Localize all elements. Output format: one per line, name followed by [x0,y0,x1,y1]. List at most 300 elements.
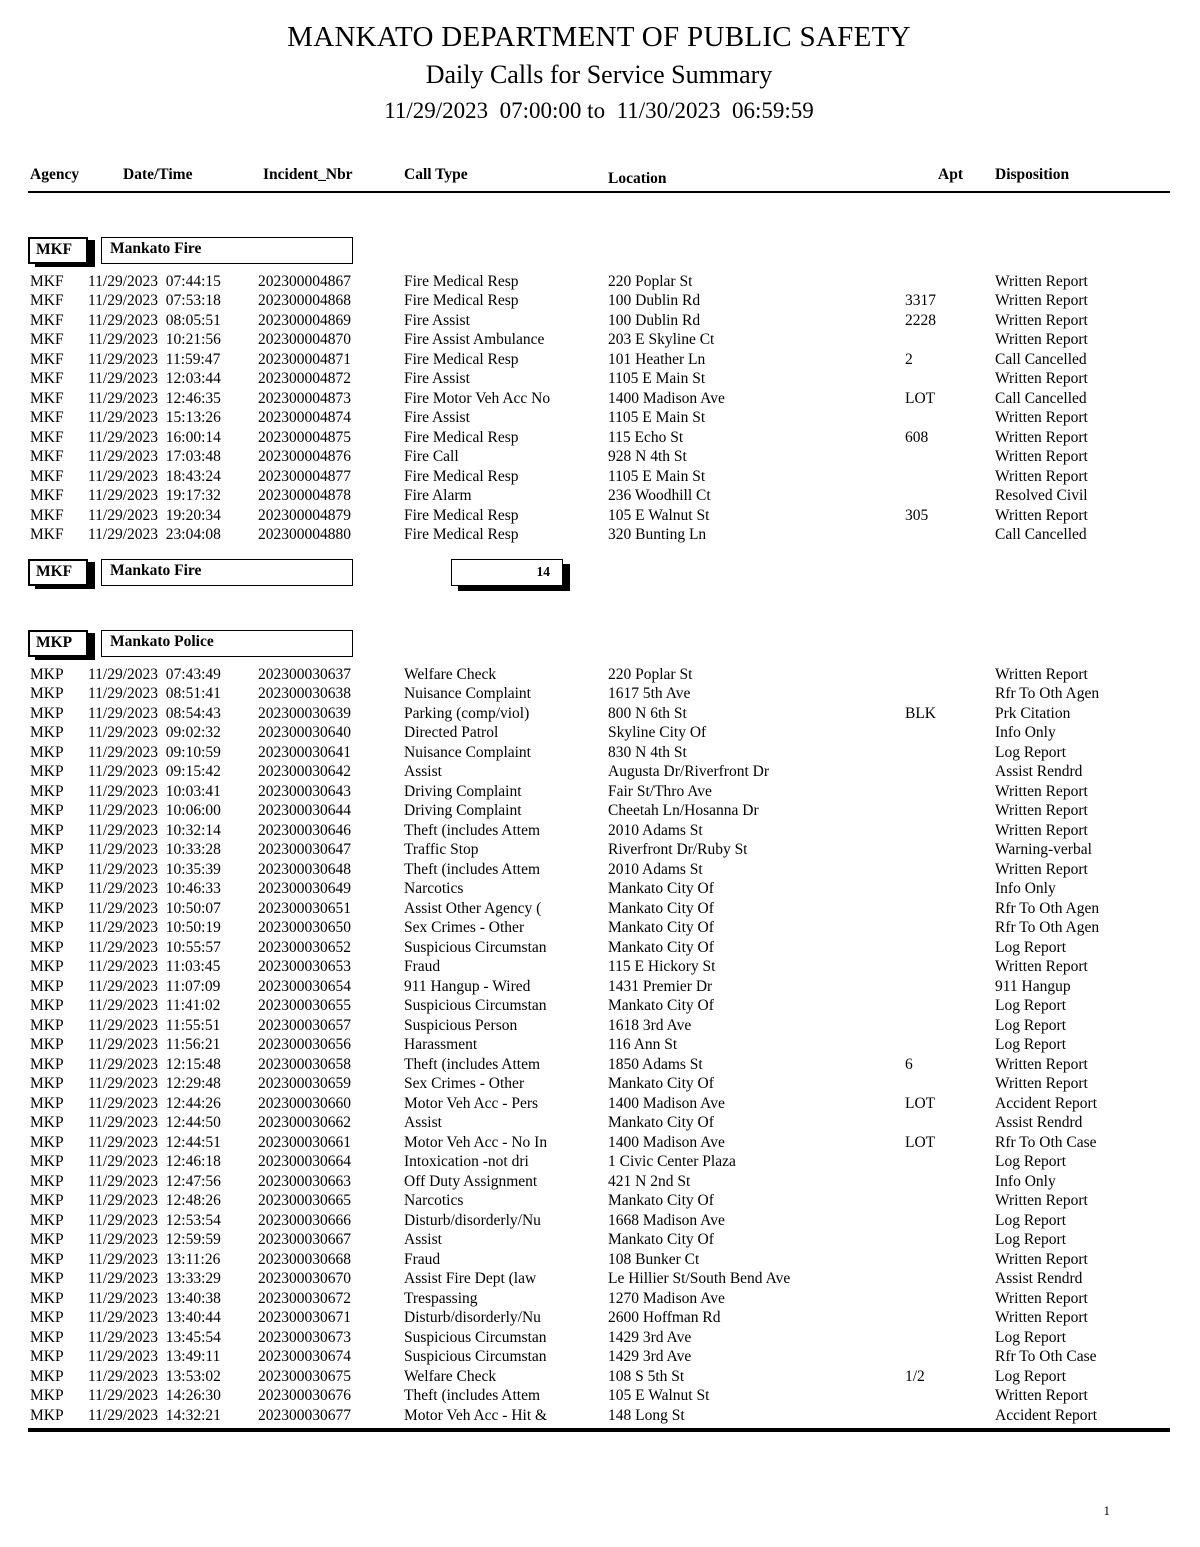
cell-datetime: 11/29/2023 11:59:47 [88,350,221,368]
cell-call-type: Motor Veh Acc - No In [404,1133,548,1151]
cell-apt [903,918,993,938]
cell-location: 1 Civic Center Plaza [608,1153,736,1171]
cell-location: 830 N 4th St [608,743,687,761]
cell-apt [903,938,993,958]
table-row [28,1074,1170,1094]
cell-apt: 305 [905,506,929,524]
cell-apt [903,1191,993,1211]
table-row [28,801,1170,821]
cell-agency: MKP [30,1133,64,1151]
cell-disposition: Rfr To Oth Agen [995,685,1100,703]
cell-disposition: Written Report [995,506,1088,524]
cell-agency: MKF [30,350,64,368]
cell-apt [903,879,993,899]
cell-location: 1105 E Main St [608,370,706,388]
cell-call-type: Welfare Check [404,665,497,683]
cell-disposition: Call Cancelled [995,389,1087,407]
cell-call-type: Disturb/disorderly/Nu [404,1211,541,1229]
cell-datetime: 11/29/2023 19:20:34 [88,506,221,524]
cell-call-type: Fire Medical Resp [404,467,519,485]
cell-call-type: Suspicious Person [404,1016,518,1034]
cell-agency: MKF [30,292,64,310]
table-row [28,389,1170,409]
cell-incident-number: 202300030671 [258,1309,351,1327]
agency-section-footer [28,559,1170,586]
cell-datetime: 11/29/2023 10:03:41 [88,782,221,800]
cell-call-type: Fire Medical Resp [404,428,519,446]
cell-disposition: Info Only [995,1172,1056,1190]
cell-apt [903,1211,993,1231]
cell-location: 1105 E Main St [608,467,706,485]
cell-apt: 6 [905,1055,913,1073]
cell-datetime: 11/29/2023 12:03:44 [88,370,221,388]
cell-disposition: Written Report [995,821,1088,839]
cell-call-type: Theft (includes Attem [404,821,541,839]
page-bottom-rule [28,1428,1170,1432]
cell-call-type: Assist [404,1114,442,1132]
cell-call-type: Nuisance Complaint [404,685,531,703]
cell-apt [903,762,993,782]
cell-location: 203 E Skyline Ct [608,331,715,349]
cell-apt [903,1230,993,1250]
cell-call-type: Harassment [404,1036,478,1054]
cell-call-type: Sex Crimes - Other [404,919,525,937]
cell-location: 108 Bunker Ct [608,1250,700,1268]
cell-datetime: 11/29/2023 23:04:08 [88,526,221,544]
cell-datetime: 11/29/2023 08:51:41 [88,685,221,703]
cell-disposition: Rfr To Oth Case [995,1348,1097,1366]
cell-call-type: Assist Other Agency ( [404,899,542,917]
cell-datetime: 11/29/2023 13:53:02 [88,1367,221,1385]
cell-incident-number: 202300030658 [258,1055,351,1073]
cell-incident-number: 202300004871 [258,350,351,368]
cell-apt [903,330,993,350]
cell-apt [903,1347,993,1367]
cell-call-type: Fire Medical Resp [404,350,519,368]
cell-agency: MKP [30,841,64,859]
cell-incident-number: 202300030676 [258,1387,351,1405]
cell-disposition: Warning-verbal [995,841,1092,859]
cell-agency: MKP [30,1406,64,1424]
cell-agency: MKP [30,1114,64,1132]
cell-location: Riverfront Dr/Ruby St [608,841,748,859]
cell-agency: MKP [30,1172,64,1190]
cell-incident-number: 202300004870 [258,331,351,349]
cell-location: 1850 Adams St [608,1055,703,1073]
cell-apt [903,899,993,919]
cell-apt [903,743,993,763]
cell-datetime: 11/29/2023 12:47:56 [88,1172,221,1190]
agency-total-count: 14 [451,559,563,586]
cell-apt [903,723,993,743]
table-row [28,1016,1170,1036]
cell-datetime: 11/29/2023 07:43:49 [88,665,221,683]
agency-code-box: MKF [28,237,88,264]
cell-datetime: 11/29/2023 12:44:50 [88,1114,221,1132]
table-row [28,369,1170,389]
cell-apt [903,684,993,704]
cell-disposition: Log Report [995,938,1067,956]
cell-disposition: Written Report [995,958,1088,976]
cell-disposition: Assist Rendrd [995,1114,1083,1132]
cell-datetime: 11/29/2023 12:48:26 [88,1192,221,1210]
cell-incident-number: 202300030650 [258,919,351,937]
cell-incident-number: 202300004873 [258,389,351,407]
cell-apt [903,1172,993,1192]
cell-call-type: Fire Assist Ambulance [404,331,545,349]
cell-call-type: Assist [404,1231,442,1249]
table-row [28,860,1170,880]
cell-incident-number: 202300004876 [258,448,351,466]
cell-apt [903,1386,993,1406]
cell-disposition: Written Report [995,467,1088,485]
cell-call-type: Driving Complaint [404,802,522,820]
cell-disposition: Written Report [995,448,1088,466]
cell-agency: MKF [30,409,64,427]
column-header-agency: Agency [30,165,80,183]
cell-datetime: 11/29/2023 13:45:54 [88,1328,221,1346]
cell-location: 1429 3rd Ave [608,1348,692,1366]
cell-incident-number: 202300030667 [258,1231,351,1249]
cell-disposition: 911 Hangup [995,977,1071,995]
cell-datetime: 11/29/2023 10:46:33 [88,880,221,898]
cell-agency: MKF [30,526,64,544]
cell-datetime: 11/29/2023 17:03:48 [88,448,221,466]
cell-location: Mankato City Of [608,1075,714,1093]
agency-code-box: MKF [28,559,88,586]
cell-call-type: 911 Hangup - Wired [404,977,531,995]
cell-incident-number: 202300004879 [258,506,351,524]
table-row [28,996,1170,1016]
cell-apt [903,486,993,506]
cell-call-type: Welfare Check [404,1367,497,1385]
cell-apt [903,272,993,292]
cell-location: Mankato City Of [608,880,714,898]
table-row [28,1308,1170,1328]
table-row [28,1094,1170,1114]
cell-disposition: Call Cancelled [995,350,1087,368]
cell-call-type: Intoxication -not dri [404,1153,529,1171]
cell-datetime: 11/29/2023 11:41:02 [88,997,221,1015]
table-row [28,899,1170,919]
cell-agency: MKP [30,1387,64,1405]
cell-call-type: Parking (comp/viol) [404,704,530,722]
cell-apt [903,1269,993,1289]
cell-agency: MKF [30,448,64,466]
cell-location: Skyline City Of [608,724,707,742]
cell-incident-number: 202300030656 [258,1036,351,1054]
cell-incident-number: 202300030668 [258,1250,351,1268]
cell-apt [903,665,993,685]
table-row [28,447,1170,467]
cell-call-type: Fire Alarm [404,487,472,505]
table-row [28,1289,1170,1309]
cell-location: 928 N 4th St [608,448,687,466]
table-row [28,1386,1170,1406]
cell-incident-number: 202300004869 [258,311,351,329]
page-number: 1 [1103,1503,1110,1518]
cell-disposition: Written Report [995,370,1088,388]
cell-call-type: Trespassing [404,1289,478,1307]
cell-incident-number: 202300030653 [258,958,351,976]
table-row [28,350,1170,370]
cell-location: Fair St/Thro Ave [608,782,712,800]
column-header-location: Location [608,169,667,187]
cell-location: Cheetah Ln/Hosanna Dr [608,802,759,820]
cell-incident-number: 202300030666 [258,1211,351,1229]
column-header-apt: Apt [938,165,963,183]
cell-apt [903,1152,993,1172]
cell-call-type: Narcotics [404,880,464,898]
table-row [28,1328,1170,1348]
table-row [28,840,1170,860]
cell-agency: MKP [30,665,64,683]
cell-apt [903,1250,993,1270]
table-row [28,467,1170,487]
cell-incident-number: 202300004874 [258,409,351,427]
cell-call-type: Fire Medical Resp [404,506,519,524]
cell-datetime: 11/29/2023 13:33:29 [88,1270,221,1288]
cell-location: 115 E Hickory St [608,958,716,976]
cell-incident-number: 202300030652 [258,938,351,956]
cell-location: 1400 Madison Ave [608,1094,725,1112]
cell-incident-number: 202300030659 [258,1075,351,1093]
cell-agency: MKF [30,487,64,505]
cell-location: 421 N 2nd St [608,1172,691,1190]
table-row [28,291,1170,311]
column-header-incident-nbr: Incident_Nbr [263,165,353,183]
cell-incident-number: 202300030661 [258,1133,351,1151]
table-row [28,821,1170,841]
cell-agency: MKP [30,704,64,722]
table-row [28,723,1170,743]
table-row [28,704,1170,724]
cell-incident-number: 202300030665 [258,1192,351,1210]
cell-incident-number: 202300030654 [258,977,351,995]
cell-disposition: Call Cancelled [995,526,1087,544]
cell-apt [903,369,993,389]
table-row [28,428,1170,448]
cell-datetime: 11/29/2023 09:02:32 [88,724,221,742]
table-row [28,486,1170,506]
cell-call-type: Fire Call [404,448,459,466]
column-header-datetime: Date/Time [123,165,193,183]
cell-agency: MKP [30,1250,64,1268]
cell-agency: MKF [30,506,64,524]
column-header-disposition: Disposition [995,165,1070,183]
cell-apt [903,1328,993,1348]
table-row [28,938,1170,958]
table-row [28,1055,1170,1075]
cell-location: 1668 Madison Ave [608,1211,725,1229]
cell-disposition: Log Report [995,1231,1067,1249]
cell-call-type: Driving Complaint [404,782,522,800]
cell-datetime: 11/29/2023 12:53:54 [88,1211,221,1229]
cell-disposition: Written Report [995,1387,1088,1405]
cell-location: 116 Ann St [608,1036,678,1054]
column-header-call-type: Call Type [404,165,468,183]
cell-apt [903,1308,993,1328]
cell-apt: LOT [905,1094,936,1112]
cell-incident-number: 202300030655 [258,997,351,1015]
cell-location: Le Hillier St/South Bend Ave [608,1270,791,1288]
cell-datetime: 11/29/2023 16:00:14 [88,428,221,446]
cell-agency: MKP [30,880,64,898]
cell-location: Mankato City Of [608,1192,714,1210]
cell-location: 115 Echo St [608,428,684,446]
table-row [28,1269,1170,1289]
cell-location: Mankato City Of [608,997,714,1015]
cell-call-type: Narcotics [404,1192,464,1210]
cell-disposition: Log Report [995,1036,1067,1054]
cell-location: 105 E Walnut St [608,506,710,524]
cell-incident-number: 202300004877 [258,467,351,485]
cell-datetime: 11/29/2023 15:13:26 [88,409,221,427]
table-row [28,1347,1170,1367]
cell-disposition: Log Report [995,743,1067,761]
cell-call-type: Motor Veh Acc - Hit & [404,1406,548,1424]
cell-call-type: Theft (includes Attem [404,860,541,878]
cell-call-type: Fraud [404,1250,441,1268]
cell-apt: LOT [905,1133,936,1151]
cell-agency: MKP [30,1192,64,1210]
cell-datetime: 11/29/2023 12:46:35 [88,389,221,407]
cell-datetime: 11/29/2023 13:40:38 [88,1289,221,1307]
cell-disposition: Written Report [995,292,1088,310]
cell-incident-number: 202300030664 [258,1153,351,1171]
cell-agency: MKP [30,977,64,995]
cell-apt [903,1113,993,1133]
agency-rows [28,665,1170,1426]
table-row [28,782,1170,802]
cell-datetime: 11/29/2023 10:33:28 [88,841,221,859]
cell-location: 1105 E Main St [608,409,706,427]
cell-apt [903,860,993,880]
cell-apt [903,977,993,997]
cell-disposition: Accident Report [995,1094,1098,1112]
cell-datetime: 11/29/2023 13:49:11 [88,1348,221,1366]
agency-code-box: MKP [28,630,88,657]
cell-apt [903,782,993,802]
cell-datetime: 11/29/2023 12:44:26 [88,1094,221,1112]
cell-datetime: 11/29/2023 07:53:18 [88,292,221,310]
cell-apt [903,821,993,841]
cell-agency: MKF [30,272,64,290]
cell-call-type: Theft (includes Attem [404,1055,541,1073]
cell-datetime: 11/29/2023 10:50:07 [88,899,221,917]
cell-datetime: 11/29/2023 18:43:24 [88,467,221,485]
cell-disposition: Written Report [995,331,1088,349]
cell-incident-number: 202300030646 [258,821,351,839]
cell-call-type: Suspicious Circumstan [404,1328,547,1346]
cell-incident-number: 202300030673 [258,1328,351,1346]
cell-datetime: 11/29/2023 13:11:26 [88,1250,221,1268]
agency-section-banner [28,630,1170,657]
cell-disposition: Written Report [995,1192,1088,1210]
cell-datetime: 11/29/2023 10:06:00 [88,802,221,820]
cell-location: 100 Dublin Rd [608,292,701,310]
cell-agency: MKP [30,782,64,800]
cell-call-type: Suspicious Circumstan [404,1348,547,1366]
cell-disposition: Written Report [995,665,1088,683]
cell-call-type: Suspicious Circumstan [404,997,547,1015]
cell-call-type: Fire Assist [404,311,470,329]
cell-apt: LOT [905,389,936,407]
cell-incident-number: 202300030675 [258,1367,351,1385]
cell-agency: MKP [30,1036,64,1054]
cell-disposition: Log Report [995,1016,1067,1034]
cell-location: 1400 Madison Ave [608,1133,725,1151]
cell-disposition: Resolved Civil [995,487,1088,505]
cell-datetime: 11/29/2023 12:46:18 [88,1153,221,1171]
cell-incident-number: 202300030648 [258,860,351,878]
cell-apt [903,996,993,1016]
cell-apt [903,1016,993,1036]
cell-location: 1617 5th Ave [608,685,691,703]
cell-call-type: Fire Assist [404,409,470,427]
table-row [28,1406,1170,1426]
cell-agency: MKP [30,860,64,878]
cell-call-type: Disturb/disorderly/Nu [404,1309,541,1327]
cell-incident-number: 202300030638 [258,685,351,703]
cell-datetime: 11/29/2023 19:17:32 [88,487,221,505]
cell-agency: MKF [30,428,64,446]
cell-datetime: 11/29/2023 08:05:51 [88,311,221,329]
cell-location: Mankato City Of [608,938,714,956]
cell-agency: MKP [30,938,64,956]
cell-incident-number: 202300030672 [258,1289,351,1307]
cell-location: Mankato City Of [608,1114,714,1132]
cell-apt [903,467,993,487]
table-row [28,684,1170,704]
cell-disposition: Written Report [995,409,1088,427]
cell-disposition: Log Report [995,997,1067,1015]
report-date-range: 11/29/2023 07:00:00 to 11/30/2023 06:59:59 [384,97,814,123]
table-row [28,1113,1170,1133]
cell-location: 2010 Adams St [608,821,703,839]
cell-disposition: Written Report [995,272,1088,290]
cell-datetime: 11/29/2023 11:07:09 [88,977,221,995]
cell-incident-number: 202300030642 [258,763,351,781]
cell-agency: MKP [30,1367,64,1385]
cell-location: 101 Heather Ln [608,350,706,368]
table-row [28,743,1170,763]
cell-datetime: 11/29/2023 10:21:56 [88,331,221,349]
cell-agency: MKP [30,821,64,839]
cell-location: Augusta Dr/Riverfront Dr [608,763,769,781]
table-row [28,879,1170,899]
cell-call-type: Theft (includes Attem [404,1387,541,1405]
table-row [28,1367,1170,1387]
cell-call-type: Suspicious Circumstan [404,938,547,956]
cell-datetime: 11/29/2023 10:35:39 [88,860,221,878]
cell-disposition: Accident Report [995,1406,1098,1424]
cell-location: 108 S 5th St [608,1367,685,1385]
cell-location: 1618 3rd Ave [608,1016,692,1034]
cell-disposition: Written Report [995,1289,1088,1307]
cell-datetime: 11/29/2023 11:56:21 [88,1036,221,1054]
table-row [28,918,1170,938]
cell-datetime: 11/29/2023 09:15:42 [88,763,221,781]
cell-call-type: Fraud [404,958,441,976]
cell-agency: MKP [30,1289,64,1307]
cell-call-type: Fire Medical Resp [404,272,519,290]
cell-call-type: Off Duty Assignment [404,1172,538,1190]
cell-disposition: Log Report [995,1211,1067,1229]
cell-incident-number: 202300004872 [258,370,351,388]
table-row [28,762,1170,782]
cell-disposition: Written Report [995,1309,1088,1327]
